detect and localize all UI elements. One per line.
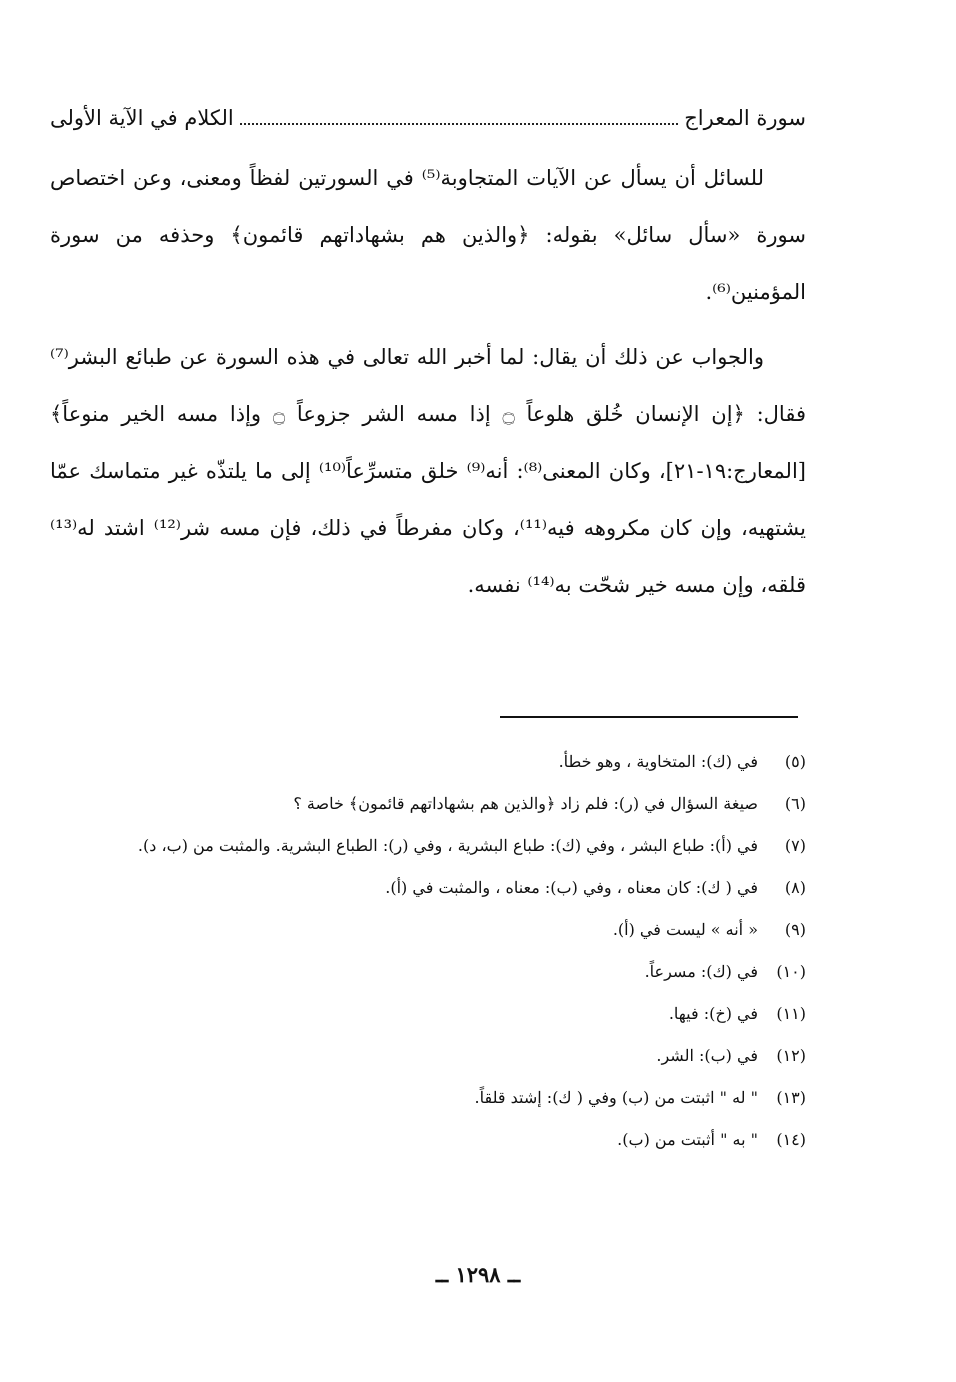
paragraph-question: للسائل أن يسأل عن الآيات المتجاوبة⁽⁵⁾ في السورتين لفظاً ومعنى، وعن اختصاص سورة «سأل سائل» بقوله: ﴿والذين هم بشهاداتهم قائمون﴾ وحذفه من سورة المؤمنين⁽⁶⁾.	[50, 166, 806, 304]
footnote	[50, 1119, 806, 1161]
footnote-text: في (خ): فيها.	[668, 1004, 758, 1023]
footnote	[50, 993, 806, 1035]
footnote-number: (١٣)	[776, 1088, 806, 1107]
footnote	[50, 909, 806, 951]
footnote	[50, 825, 806, 867]
footnote-text: " به " أثبتت من (ب).	[617, 1130, 758, 1149]
footnote	[50, 1077, 806, 1119]
footnote-text: « أنه » ليست في (أ).	[612, 920, 758, 939]
footnote-text: في (ك): مسرعاً.	[644, 962, 758, 981]
page-number: ــ ١٢٩٨ ــ	[435, 1262, 521, 1287]
header-dot-leader	[240, 123, 679, 125]
footnote-number: (١٠)	[776, 962, 806, 981]
footnote-text: " له " اثبتت من (ب) وفي ( ك): إشتد قلقاً.	[474, 1088, 758, 1107]
footnote-number: (١٢)	[776, 1046, 806, 1065]
footnote-text: في (ب): الشر.	[656, 1046, 758, 1065]
footnote-number: (٥)	[784, 752, 806, 771]
footnote-divider	[500, 716, 798, 718]
footnote-text: صيغة السؤال في (ر): فلم زاد ﴿والذين هم بشهاداتهم قائمون﴾ خاصة ؟	[293, 794, 758, 813]
footnote-text: في (ك): المتخاوية ، وهو خطأ.	[558, 752, 758, 771]
footnote-number: (٦)	[784, 794, 806, 813]
footnote	[50, 867, 806, 909]
running-header	[50, 98, 806, 132]
footnote-number: (٩)	[784, 920, 806, 939]
footnote	[50, 951, 806, 993]
header-section: الكلام في الآية الأولى	[50, 106, 234, 130]
footnote-number: (٨)	[784, 878, 806, 897]
footnote	[50, 741, 806, 783]
footnote	[50, 783, 806, 825]
footnote-number: (١٤)	[776, 1130, 806, 1149]
footnote-number: (١١)	[776, 1004, 806, 1023]
footnote-text: في (أ): طباع البشر ، وفي (ك): طباع البشرية ، وفي (ر): الطباع البشرية. والمثبت من (ب، د).	[137, 836, 758, 855]
footnote-number: (٧)	[784, 836, 806, 855]
footnotes	[50, 741, 806, 1161]
main-text	[50, 150, 806, 614]
footnote	[50, 1035, 806, 1077]
footnote-text: في ( ك): كان معناه ، وفي (ب): معناه ، والمثبت في (أ).	[385, 878, 758, 897]
header-surah: سورة المعراج	[684, 106, 806, 130]
paragraph-answer: والجواب عن ذلك أن يقال: لما أخبر الله تعالى في هذه السورة عن طبائع البشر⁽⁷⁾ فقال: ﴿إن الإنسان خُلق هلوعاً ۝ إذا مسه الشر جزوعاً ۝ وإذا مسه الخير منوعاً﴾ [المعارج:١٩-٢١]، وكان المعنى⁽⁸⁾: أنه⁽⁹⁾ خلق متسرِّعاً⁽¹⁰⁾ إلى ما يلتذّه غير متماسك عمّا يشتهيه، وإن كان مكروهه فيه⁽¹¹⁾، وكان مفرطاً في ذلك، فإن مسه شر⁽¹²⁾ اشتد له⁽¹³⁾ قلقه، وإن مسه خير شحّت به⁽¹⁴⁾ نفسه.	[50, 345, 806, 597]
